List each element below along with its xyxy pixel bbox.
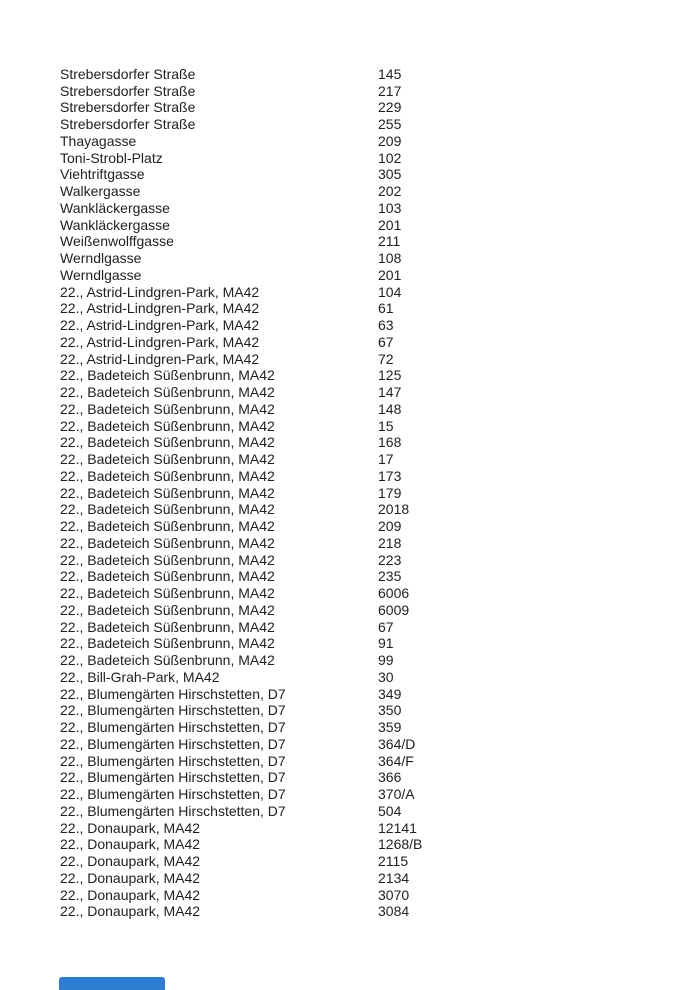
list-item — [60, 384, 700, 401]
list-item — [60, 685, 700, 702]
list-item — [60, 468, 700, 485]
count-value: 67 — [378, 618, 394, 635]
location-name: Viehtriftgasse — [60, 166, 145, 183]
list-item — [60, 602, 700, 619]
list-item — [60, 451, 700, 468]
location-name: 22., Blumengärten Hirschstetten, D7 — [60, 802, 286, 819]
count-value: 2134 — [378, 869, 410, 886]
location-name: 22., Badeteich Süßenbrunn, MA42 — [60, 367, 275, 384]
list-item — [60, 836, 700, 853]
location-name: Weißenwolffgasse — [60, 233, 174, 250]
location-number-list — [60, 66, 700, 920]
location-name: 22., Badeteich Süßenbrunn, MA42 — [60, 585, 275, 602]
location-name: 22., Badeteich Süßenbrunn, MA42 — [60, 534, 275, 551]
list-item — [60, 484, 700, 501]
location-name: 22., Blumengärten Hirschstetten, D7 — [60, 786, 286, 803]
bottom-partial-button[interactable] — [59, 977, 165, 990]
list-item — [60, 769, 700, 786]
list-item — [60, 250, 700, 267]
list-item — [60, 702, 700, 719]
location-name: 22., Badeteich Süßenbrunn, MA42 — [60, 484, 275, 501]
list-item — [60, 903, 700, 920]
count-value: 63 — [378, 317, 394, 334]
location-name: 22., Badeteich Süßenbrunn, MA42 — [60, 451, 275, 468]
location-name: 22., Badeteich Süßenbrunn, MA42 — [60, 601, 275, 618]
list-item — [60, 551, 700, 568]
location-name: 22., Bill-Grah-Park, MA42 — [60, 668, 220, 685]
list-item — [60, 518, 700, 535]
location-name: 22., Blumengärten Hirschstetten, D7 — [60, 735, 286, 752]
count-value: 229 — [378, 99, 402, 116]
list-item — [60, 367, 700, 384]
location-name: 22., Donaupark, MA42 — [60, 869, 201, 886]
list-item — [60, 417, 700, 434]
list-item — [60, 736, 700, 753]
list-item — [60, 870, 700, 887]
list-item — [60, 283, 700, 300]
count-value: 255 — [378, 116, 402, 133]
location-name: 22., Badeteich Süßenbrunn, MA42 — [60, 551, 275, 568]
location-name: 22., Donaupark, MA42 — [60, 853, 201, 870]
count-value: 179 — [378, 484, 402, 501]
list-item — [60, 618, 700, 635]
location-name: 22., Badeteich Süßenbrunn, MA42 — [60, 518, 275, 535]
list-item — [60, 669, 700, 686]
location-name: 22., Badeteich Süßenbrunn, MA42 — [60, 400, 275, 417]
count-value: 217 — [378, 82, 402, 99]
location-name: 22., Blumengärten Hirschstetten, D7 — [60, 702, 286, 719]
location-name: 22., Badeteich Süßenbrunn, MA42 — [60, 384, 275, 401]
list-item — [60, 719, 700, 736]
list-item — [60, 752, 700, 769]
location-name: 22., Badeteich Süßenbrunn, MA42 — [60, 635, 275, 652]
count-value: 218 — [378, 534, 402, 551]
list-item — [60, 853, 700, 870]
count-value: 6009 — [378, 601, 410, 618]
count-value: 145 — [378, 65, 402, 82]
count-value: 201 — [378, 266, 402, 283]
list-item — [60, 183, 700, 200]
list-item — [60, 166, 700, 183]
count-value: 148 — [378, 400, 402, 417]
count-value: 364/D — [378, 735, 416, 752]
location-name: Wankläckergasse — [60, 199, 170, 216]
list-item — [60, 803, 700, 820]
location-name: 22., Astrid-Lindgren-Park, MA42 — [60, 350, 260, 367]
location-name: Strebersdorfer Straße — [60, 116, 196, 133]
count-value: 3084 — [378, 903, 410, 920]
location-name: 22., Astrid-Lindgren-Park, MA42 — [60, 317, 260, 334]
count-value: 370/A — [378, 786, 415, 803]
count-value: 504 — [378, 802, 402, 819]
location-name: 22., Astrid-Lindgren-Park, MA42 — [60, 333, 260, 350]
list-item — [60, 786, 700, 803]
location-name: 22., Badeteich Süßenbrunn, MA42 — [60, 467, 275, 484]
count-value: 3070 — [378, 886, 410, 903]
count-value: 173 — [378, 467, 402, 484]
count-value: 211 — [378, 233, 401, 250]
count-value: 168 — [378, 434, 402, 451]
list-item — [60, 434, 700, 451]
location-name: 22., Blumengärten Hirschstetten, D7 — [60, 769, 286, 786]
location-name: 22., Astrid-Lindgren-Park, MA42 — [60, 283, 260, 300]
count-value: 364/F — [378, 752, 414, 769]
count-value: 67 — [378, 333, 394, 350]
count-value: 12141 — [378, 819, 417, 836]
location-name: 22., Donaupark, MA42 — [60, 819, 201, 836]
location-name: 22., Blumengärten Hirschstetten, D7 — [60, 752, 286, 769]
location-name: 22., Badeteich Süßenbrunn, MA42 — [60, 434, 275, 451]
count-value: 366 — [378, 769, 402, 786]
location-name: 22., Donaupark, MA42 — [60, 903, 201, 920]
list-item — [60, 82, 700, 99]
count-value: 147 — [378, 384, 402, 401]
count-value: 99 — [378, 652, 394, 669]
location-name: Werndlgasse — [60, 250, 142, 267]
count-value: 201 — [378, 216, 402, 233]
list-item — [60, 334, 700, 351]
count-value: 1268/B — [378, 836, 423, 853]
list-item — [60, 635, 700, 652]
count-value: 108 — [378, 250, 402, 267]
list-item — [60, 66, 700, 83]
count-value: 2018 — [378, 501, 410, 518]
location-name: Werndlgasse — [60, 266, 142, 283]
list-item — [60, 350, 700, 367]
count-value: 359 — [378, 719, 402, 736]
count-value: 17 — [378, 451, 394, 468]
list-item — [60, 116, 700, 133]
count-value: 350 — [378, 702, 402, 719]
location-name: Strebersdorfer Straße — [60, 65, 196, 82]
list-item — [60, 300, 700, 317]
count-value: 305 — [378, 166, 402, 183]
count-value: 2115 — [378, 853, 409, 870]
location-name: Toni-Strobl-Platz — [60, 149, 163, 166]
list-item — [60, 200, 700, 217]
list-item — [60, 267, 700, 284]
location-name: 22., Badeteich Süßenbrunn, MA42 — [60, 417, 275, 434]
count-value: 61 — [378, 300, 394, 317]
list-item — [60, 886, 700, 903]
location-name: 22., Blumengärten Hirschstetten, D7 — [60, 685, 286, 702]
location-name: Wankläckergasse — [60, 216, 170, 233]
count-value: 15 — [378, 417, 394, 434]
location-name: 22., Badeteich Süßenbrunn, MA42 — [60, 501, 275, 518]
location-name: Walkergasse — [60, 183, 141, 200]
list-item — [60, 501, 700, 518]
count-value: 235 — [378, 568, 402, 585]
count-value: 349 — [378, 685, 402, 702]
count-value: 125 — [378, 367, 402, 384]
location-name: Strebersdorfer Straße — [60, 82, 196, 99]
location-name: 22., Astrid-Lindgren-Park, MA42 — [60, 300, 260, 317]
count-value: 6006 — [378, 585, 410, 602]
list-item — [60, 401, 700, 418]
location-name: 22., Donaupark, MA42 — [60, 886, 201, 903]
list-item — [60, 819, 700, 836]
count-value: 223 — [378, 551, 402, 568]
count-value: 102 — [378, 149, 402, 166]
count-value: 209 — [378, 132, 402, 149]
location-name: Strebersdorfer Straße — [60, 99, 196, 116]
count-value: 104 — [378, 283, 402, 300]
location-name: Thayagasse — [60, 132, 137, 149]
location-name: 22., Blumengärten Hirschstetten, D7 — [60, 719, 286, 736]
list-item — [60, 317, 700, 334]
list-item — [60, 585, 700, 602]
count-value: 30 — [378, 668, 394, 685]
list-item — [60, 535, 700, 552]
list-item — [60, 149, 700, 166]
count-value: 209 — [378, 518, 402, 535]
list-item — [60, 216, 700, 233]
list-item — [60, 233, 700, 250]
count-value: 72 — [378, 350, 394, 367]
location-name: 22., Badeteich Süßenbrunn, MA42 — [60, 652, 275, 669]
list-item — [60, 99, 700, 116]
list-item — [60, 568, 700, 585]
count-value: 91 — [378, 635, 394, 652]
location-name: 22., Badeteich Süßenbrunn, MA42 — [60, 618, 275, 635]
location-name: 22., Donaupark, MA42 — [60, 836, 201, 853]
count-value: 103 — [378, 199, 402, 216]
count-value: 202 — [378, 183, 402, 200]
list-item — [60, 652, 700, 669]
list-item — [60, 133, 700, 150]
location-name: 22., Badeteich Süßenbrunn, MA42 — [60, 568, 275, 585]
